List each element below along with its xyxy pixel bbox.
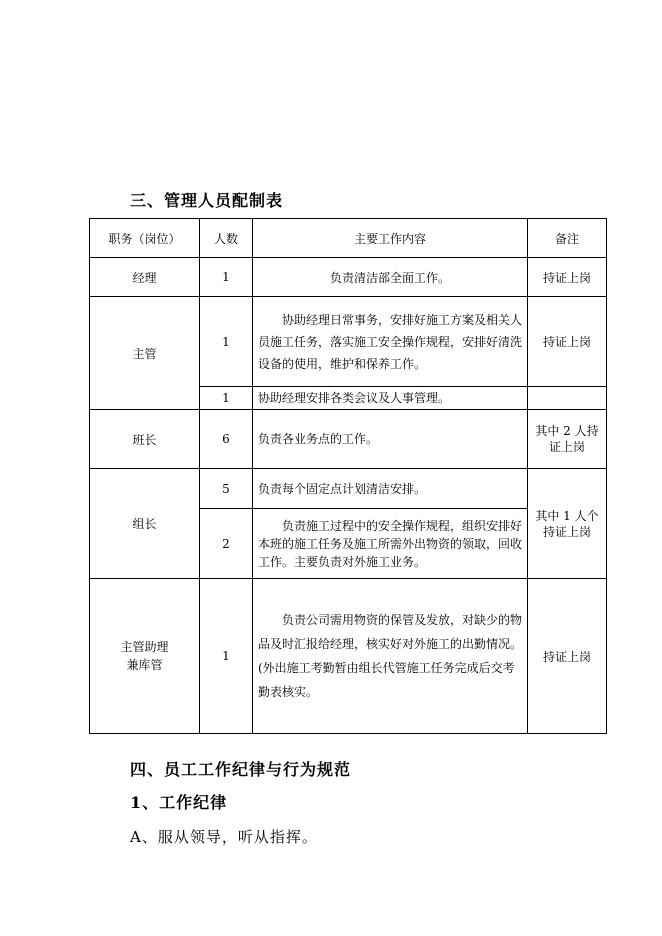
header-count: 人数 — [200, 219, 253, 258]
discipline-item-a: A、服从领导，听从指挥。 — [130, 828, 318, 846]
cell-count: 5 — [200, 469, 253, 509]
cell-note: 持证上岗 — [528, 579, 607, 734]
subsection-heading: 1、工作纪律 — [130, 793, 228, 812]
cell-position: 经理 — [90, 258, 200, 297]
cell-position: 主管 — [90, 297, 200, 410]
staffing-table — [89, 218, 607, 734]
cell-note: 持证上岗 — [528, 297, 607, 387]
header-note: 备注 — [528, 219, 607, 258]
cell-count: 1 — [200, 258, 253, 297]
cell-content: 负责公司需用物资的保管及发放，对缺少的物品及时汇报给经理，核实好对外施工的出勤情况。(外出施工考勤暂由组长代管施工任务完成后交考勤表核实。 — [253, 579, 528, 734]
cell-position: 班长 — [90, 410, 200, 469]
cell-note: 其中 2 人持证上岗 — [528, 410, 607, 469]
cell-content: 协助经理日常事务，安排好施工方案及相关人员施工任务，落实施工安全操作规程，安排好清洗设备的使用，维护和保养工作。 — [253, 297, 528, 387]
table-row-supervisor — [90, 297, 607, 387]
section-4-heading: 四、员工工作纪律与行为规范 — [130, 760, 352, 779]
position-line-1: 主管助理 — [120, 640, 169, 654]
table-row-shift-leader — [90, 410, 607, 469]
cell-position: 组长 — [90, 469, 200, 579]
cell-count: 1 — [200, 297, 253, 387]
cell-content: 负责施工过程中的安全操作规程，组织安排好本班的施工任务及施工所需外出物资的领取，回收工作。主要负责对外施工业务。 — [253, 509, 528, 579]
cell-position — [90, 579, 200, 734]
cell-count: 1 — [200, 579, 253, 734]
table-header-row — [90, 219, 607, 258]
cell-content: 负责各业务点的工作。 — [253, 410, 528, 469]
cell-count: 1 — [200, 387, 253, 410]
cell-content: 负责清洁部全面工作。 — [253, 258, 528, 297]
cell-content: 负责每个固定点计划清洁安排。 — [253, 469, 528, 509]
header-position: 职务（岗位） — [90, 219, 200, 258]
table-row-assistant — [90, 579, 607, 734]
table-row-group-leader — [90, 469, 607, 509]
section-3-heading: 三、管理人员配制表 — [130, 191, 284, 210]
cell-count: 6 — [200, 410, 253, 469]
position-line-2: 兼库管 — [126, 658, 163, 672]
cell-note: 其中 1 人个持证上岗 — [528, 469, 607, 579]
cell-note: 持证上岗 — [528, 258, 607, 297]
cell-count: 2 — [200, 509, 253, 579]
table-row-manager — [90, 258, 607, 297]
header-content: 主要工作内容 — [253, 219, 528, 258]
cell-note — [528, 387, 607, 410]
cell-content: 协助经理安排各类会议及人事管理。 — [253, 387, 528, 410]
